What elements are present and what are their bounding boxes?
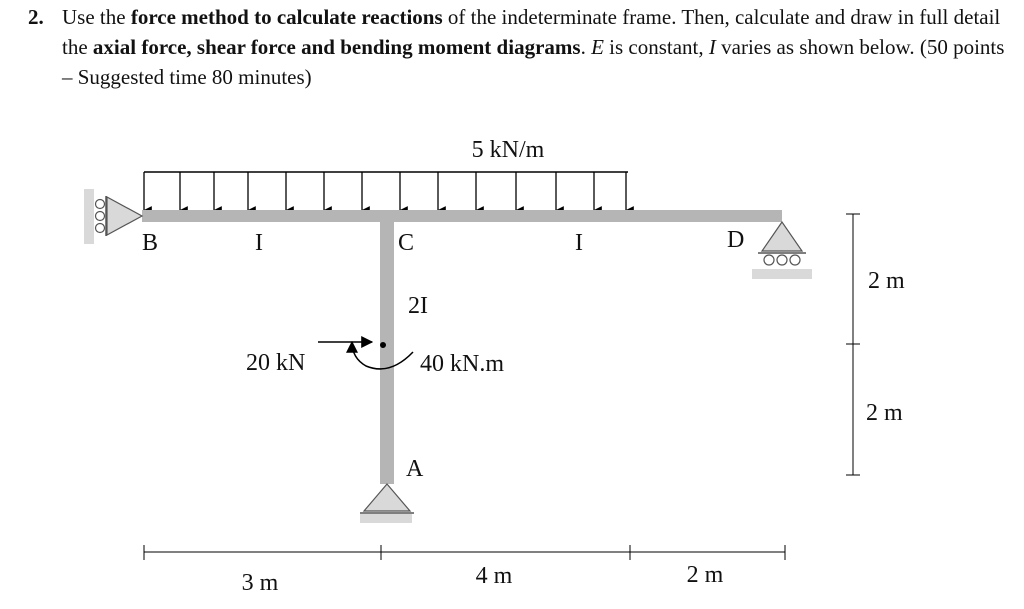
dim-label-2m-vertical-top: 2 m	[868, 268, 905, 294]
symbol-I: I	[708, 35, 716, 59]
inertia-label-BC: I	[255, 230, 263, 256]
text-part-1: Use the	[62, 5, 131, 29]
support-triangle-B	[107, 197, 142, 235]
support-triangle-D	[762, 222, 802, 251]
support-triangle-A	[364, 484, 410, 511]
node-label-A: A	[406, 456, 424, 482]
support-floor-D	[752, 269, 812, 279]
roller-B-2	[96, 212, 105, 221]
text-bold-2: axial force, shear force and bending moment diagrams	[92, 35, 581, 59]
roller-B-3	[96, 224, 105, 233]
distributed-load	[144, 137, 628, 210]
text-part-5: varies as shown below. (50 points – Suggested time 80 minutes)	[62, 35, 1005, 89]
moment-label: 40 kN.m	[420, 351, 504, 377]
inertia-label-CD: I	[575, 230, 583, 256]
dim-label-4m: 4 m	[475, 563, 513, 589]
text-part-2: of the indeterminate frame. Then, calculate and draw in full detail the	[62, 5, 1001, 59]
text-part-4: is constant,	[603, 35, 709, 59]
vertical-dimensions	[846, 214, 905, 475]
pin-support-A	[360, 484, 414, 523]
roller-B-1	[96, 200, 105, 209]
point-load-20kN	[246, 342, 386, 376]
text-bold-1: force method to calculate reactions	[130, 5, 443, 29]
roller-D-3	[790, 255, 800, 265]
node-label-D: D	[727, 227, 745, 253]
applied-moment-40kNm	[352, 342, 504, 377]
horizontal-dimensions	[144, 545, 785, 596]
force-label: 20 kN	[246, 350, 306, 376]
beam-BD	[142, 210, 782, 222]
problem-number: 2.	[28, 5, 44, 29]
load-label: 5 kN/m	[471, 137, 545, 163]
roller-D-2	[777, 255, 787, 265]
dim-label-2m-vertical-bottom: 2 m	[866, 400, 903, 426]
roller-support-D	[752, 222, 812, 279]
support-base-A	[360, 514, 412, 523]
roller-D-1	[764, 255, 774, 265]
text-part-3: .	[580, 35, 592, 59]
node-label-B: B	[142, 230, 159, 256]
node-label-C: C	[398, 230, 415, 256]
inertia-label-CA: 2I	[408, 293, 428, 319]
support-wall-B	[84, 189, 94, 244]
load-point-dot	[380, 342, 386, 348]
column-CA	[380, 216, 394, 484]
dim-label-2m-horizontal: 2 m	[686, 562, 724, 588]
load-arrows	[144, 172, 626, 210]
roller-support-B	[84, 189, 142, 244]
symbol-E: E	[591, 35, 604, 59]
dim-label-3m: 3 m	[241, 570, 279, 596]
